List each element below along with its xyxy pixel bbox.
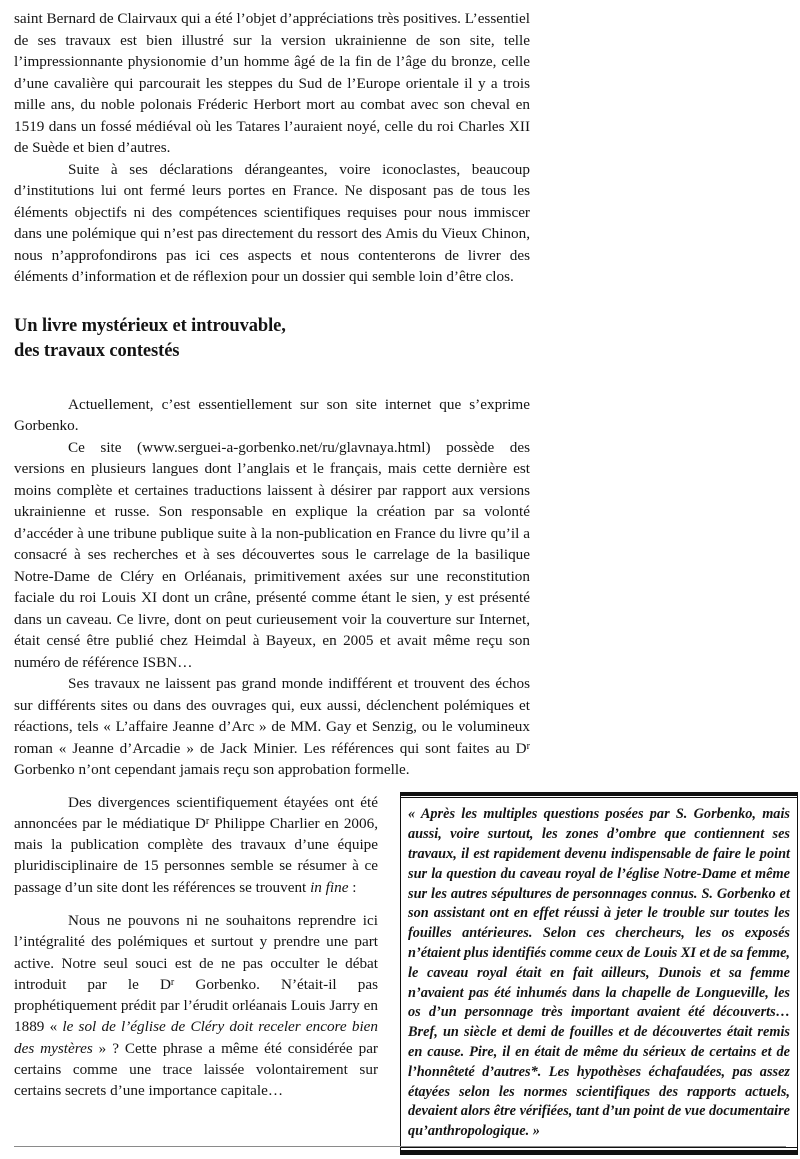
- section-heading: [14, 314, 530, 364]
- paragraph-actuellement: Actuellement, c’est essentiellement sur son site internet que s’exprime Gorbenko.: [14, 395, 530, 434]
- pull-quote-box: [400, 792, 798, 1155]
- quote-box-bottom-thin-rule: [401, 1147, 797, 1148]
- doctor-abbrev-superscript: r: [205, 815, 210, 827]
- paragraph-nous-text-b: Gorbenko. N’était-il pas prophétiquement prédit par l’érudit orléanais Louis Jarry en 1889 «: [14, 975, 378, 1036]
- in-fine-italic: in fine: [310, 878, 349, 896]
- paragraph-nous-text-a: Nous ne pouvons ni ne souhaitons reprendre ici l’intégralité des polémiques et surtout y prendre une part active. Notre seul souci est de ne pas occulter le débat introduit par le D: [14, 911, 378, 993]
- lower-two-column-zone: [14, 792, 791, 1140]
- paragraph-ce-site-text: Ce site (www.serguei-a-gorbenko.net/ru/glavnaya.html) possède des versions en plusieurs langues dont l’anglais et le français, mais cette dernière est moins complète et certaines traductions laissent à désirer par rapport aux versions ukrainienne et russe. Son responsable en explique la création par sa volonté d’accéder à une tribune publique suite à la non-publication en France du livre qu’il a consacré à ses recherches et à ses découvertes sous le carrelage de la basilique Notre-Dame de Cléry en Orléanais, primitivement axées sur une reconstitution faciale du roi Louis XI dont un crâne, présenté comme étant le sien, y est présenté dans un caveau. Ce livre, dont on peut curieusement voir la couverture sur Internet, était censé être publié chez Heimdal à Bayeux, en 2005 et avait même reçu son numéro de référence ISBN…: [14, 438, 530, 671]
- doctor-abbrev-superscript: r: [170, 976, 175, 988]
- quote-box-bottom-thick-rule: [401, 1150, 797, 1155]
- paragraph-divergences-text-b: Philippe Charlier en 2006, mais la publication complète des travaux d’une équipe pluridisciplinaire de 15 personnes semble se résumer à ce passage d’un site dont les références se trouvent: [14, 814, 378, 896]
- section-heading-line-2: des travaux contestés: [14, 340, 180, 361]
- paragraph-ses-travaux: [14, 673, 530, 781]
- paragraph-divergences: [14, 792, 378, 898]
- paragraph-ses-travaux-text-a: Ses travaux ne laissent pas grand monde indifférent et trouvent des échos sur différents sites ou dans des ouvrages qui, eux aussi, déclenchent polémiques et réactions, tels « L’affaire Jeanne d’Arc » de MM. Gay et Senzig, ou le volumineux roman « Jeanne d’Arcadie » de Jack Minier. Les références qui sont faites au D: [14, 675, 530, 757]
- doctor-abbrev-superscript: r: [526, 740, 530, 752]
- page-footer-rule: [14, 1146, 786, 1147]
- paragraph-divergences-text-a: Des divergences scientifiquement étayées ont été annoncées par le médiatique D: [14, 793, 378, 832]
- top-text-column: [14, 8, 530, 781]
- pull-quote-text: « Après les multiples questions posées par S. Gorbenko, mais aussi, voire surtout, les zones d’ombre que contiennent ses travaux, il est rapidement devenu indispensable de faire le point sur la question du caveau royal de l’église Notre-Dame et même sur les autres sépultures de personnages connus. S. Gorbenko et son assistant ont en effet réussi à jeter le trouble sur toutes les fouilles antérieures. Selon ces chercheurs, les os exposés n’étaient plus identifiés comme ceux de Louis XI et de sa femme, le caveau royal était en fait ailleurs, Dunois et sa femme n’avaient pas été inhumés dans la chapelle de Longueville, les os d’un personnage très important avaient été découverts… Bref, un siècle et demi de fouilles et de découvertes était remis en cause. Pire, il en était de même du sérieux de certains et de l’honnêteté d’autres*. Les hypothèses échafaudées, pas assez étayées selon les normes scientifiques des rapports actuels, devaient alors être vérifiées, tant d’un point de vue documentaire qu’anthropologique. »: [408, 806, 791, 1140]
- paragraph-saint-bernard: saint Bernard de Clairvaux qui a été l’objet d’appréciations très positives. L’essentiel de ses travaux est bien illustré sur la version ukrainienne de son site, telle l’impressionnante physionomie d’un homme âgé de la fin de l’âge du bronze, celle d’une cavalière qui parcourait les steppes du Sud de l’Europe orientale il y a trois mille ans, du noble polonais Fréderic Herbort mort au combat avec son cheval en 1519 dans un fossé médiéval où les Tatares l’auraient noyé, celle du roi Charles XII de Suède et bien d’autres.: [14, 10, 530, 156]
- jarry-quotation-italic: le sol de l’église de Cléry doit receler encore bien des mystères: [14, 1018, 379, 1057]
- paragraph-ses-travaux-text-b: Gorbenko n’ont cependant jamais reçu son approbation formelle.: [14, 761, 410, 778]
- paragraph-divergences-text-c: :: [348, 878, 357, 896]
- paragraph-ce-site: [14, 437, 530, 674]
- paragraph-nous-ne-pouvons: [14, 910, 378, 1102]
- lower-left-text-column: [14, 792, 378, 1102]
- paragraph-nous-text-c: » ? Cette phrase a même été considérée par certains comme une trace laissée volontairement sur certains secrets d’une importance capitale…: [14, 1039, 378, 1100]
- quote-box-top-thick-rule: [401, 792, 797, 796]
- paragraph-suite-declarations: Suite à ses déclarations dérangeantes, voire iconoclastes, beaucoup d’institutions lui ont fermé leurs portes en France. Ne disposant pas de tous les éléments objectifs ni des compétences scientifiques requises pour nous immiscer dans une polémique qui n’est pas directement du ressort des Amis du Vieux Chinon, nous n’approfondirons pas ici ces aspects et nous contenterons de livrer des éléments d’information et de réflexion pour un dossier qui semble loin d’être clos.: [14, 160, 530, 285]
- section-heading-line-1: Un livre mystérieux et introuvable,: [14, 315, 286, 336]
